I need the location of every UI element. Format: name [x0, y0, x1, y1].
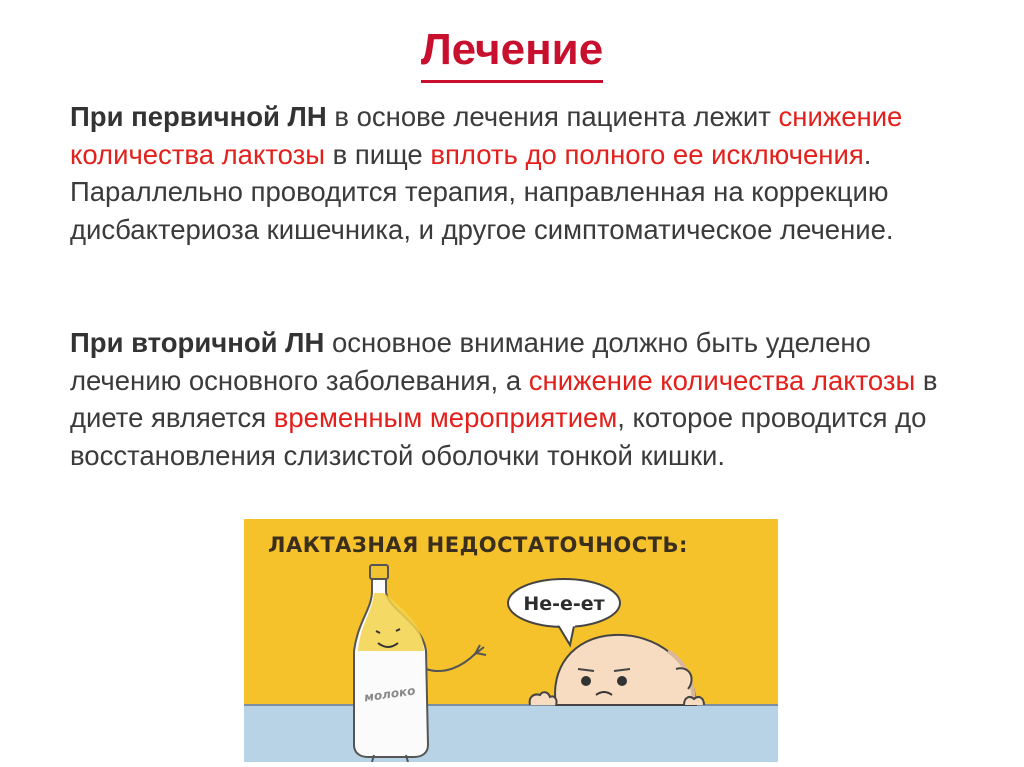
secondary-ln-heading: При вторичной ЛН — [70, 327, 325, 358]
paragraph1-text-2: в пище — [324, 138, 431, 170]
paragraph1-highlight-1: снижение количества лактозы — [70, 101, 903, 170]
paragraph2-text-3: , которое проводится до восстановления слизистой оболочки тонкой кишки. — [70, 402, 927, 471]
cartoon-caption: ЛАКТАЗНАЯ НЕДОСТАТОЧНОСТЬ: — [268, 533, 688, 557]
primary-ln-heading: При первичной ЛН — [70, 101, 327, 132]
paragraph1-highlight-2: вплоть до полного ее исключения — [430, 138, 864, 170]
cartoon-table — [244, 705, 778, 762]
bottle-label: молоко — [363, 683, 417, 705]
paragraph-primary-ln — [70, 98, 970, 248]
speech-bubble-text: Не-е-ет — [523, 593, 605, 615]
lactose-intolerance-cartoon — [244, 519, 778, 762]
paragraph-secondary-ln — [70, 324, 970, 474]
paragraph2-highlight-2: временным мероприятием — [273, 402, 618, 434]
paragraph2-text-2: в диете является — [70, 364, 938, 434]
slide-title-text: Лечение — [421, 22, 603, 83]
paragraph2-highlight-1: снижение количества лактозы — [528, 364, 916, 396]
paragraph1-text-3: . Параллельно проводится терапия, направленная на коррекцию дисбактериоза кишечника, и другое симптоматическое лечение. — [70, 138, 894, 245]
slide-title — [0, 22, 1024, 83]
paragraph1-text-1: в основе лечения пациента лежит — [326, 101, 779, 132]
paragraph2-text-1: основное внимание должно быть уделено лечению основного заболевания, а — [70, 327, 871, 396]
